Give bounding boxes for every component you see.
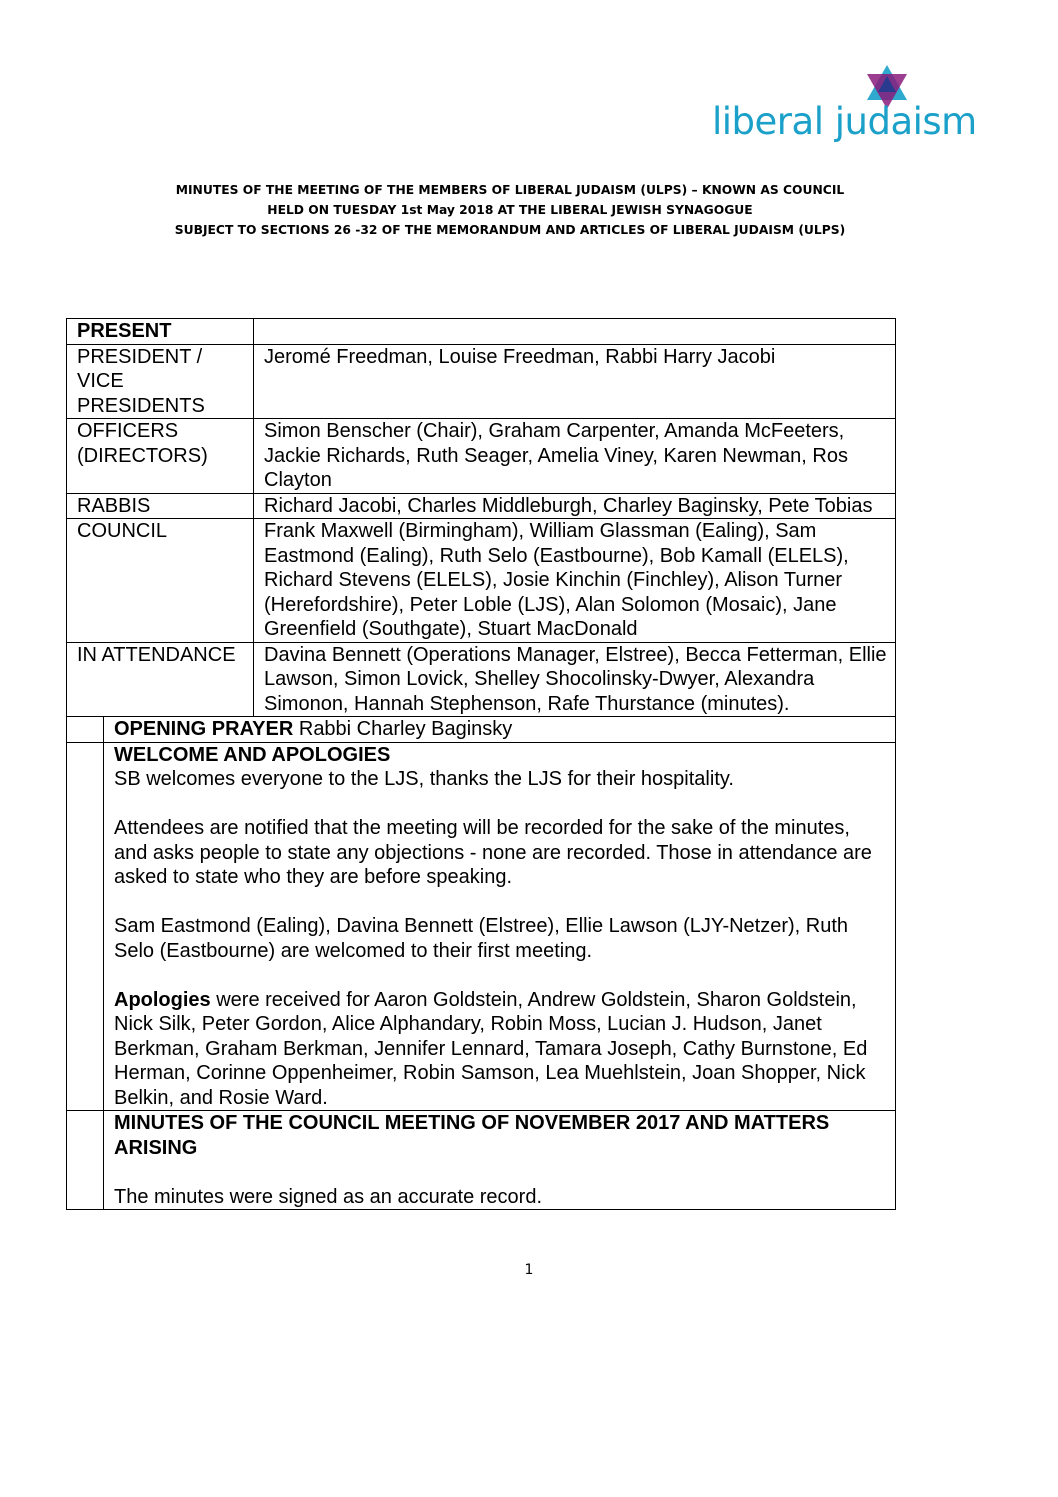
document-header	[60, 180, 960, 240]
opening-prayer-text: Rabbi Charley Baginsky	[293, 718, 513, 740]
table-row	[67, 344, 896, 419]
header-line-1: MINUTES OF THE MEETING OF THE MEMBERS OF LIBERAL JUDAISM (ULPS) – KNOWN AS COUNCIL	[175, 183, 845, 197]
row-label: RABBIS	[67, 493, 254, 519]
opening-prayer-heading: OPENING PRAYER	[114, 718, 294, 740]
header-line-2: HELD ON TUESDAY 1st May 2018 AT THE LIBERAL JEWISH SYNAGOGUE	[267, 203, 753, 217]
table-row	[67, 419, 896, 494]
apologies-paragraph	[114, 988, 887, 1111]
welcome-paragraph: SB welcomes everyone to the LJS, thanks the LJS for their hospitality.	[114, 768, 734, 790]
row-value: Simon Benscher (Chair), Graham Carpenter, Amanda McFeeters, Jackie Richards, Ruth Seager, Amelia Viney, Karen Newman, Ros Clayton	[254, 419, 896, 494]
minutes-text: The minutes were signed as an accurate record.	[114, 1185, 542, 1208]
row-label: OFFICERS (DIRECTORS)	[67, 419, 254, 494]
minutes-heading: MINUTES OF THE COUNCIL MEETING OF NOVEMBER 2017 AND MATTERS ARISING	[114, 1112, 830, 1159]
logo-text: liberal judaism	[712, 100, 977, 143]
row-label: IN ATTENDANCE	[67, 642, 254, 717]
section-opening-prayer	[67, 717, 896, 743]
liberal-judaism-logo	[712, 62, 977, 152]
table-row	[67, 319, 896, 345]
section-minutes	[67, 1111, 896, 1210]
row-label: PRESIDENT / VICE PRESIDENTS	[67, 344, 254, 419]
apologies-label: Apologies	[114, 988, 211, 1011]
apologies-text: were received for Aaron Goldstein, Andrew Goldstein, Sharon Goldstein, Nick Silk, Peter Gordon, Alice Alphandary, Robin Moss, Lucian J. Hudson, Janet Berkman, Graham Berkman, Jennifer Lennard, Tamara Joseph, Cathy Burnstone, Ed Herman, Corinne Oppenheimer, Robin Samson, Lea Muehlstein, Joan Shopper, Nick Belkin, and Rosie Ward.	[114, 988, 868, 1109]
minutes-table	[66, 318, 896, 1210]
welcome-paragraph: Sam Eastmond (Ealing), Davina Bennett (Elstree), Ellie Lawson (LJY-Netzer), Ruth Selo (Eastbourne) are welcomed to their first meeting.	[114, 915, 849, 962]
row-value: Davina Bennett (Operations Manager, Elstree), Becca Fetterman, Ellie Lawson, Simon Lovick, Shelley Shocolinsky-Dwyer, Alexandra Simonon, Hannah Stephenson, Rafe Thurstance (minutes).	[254, 642, 896, 717]
table-row	[67, 519, 896, 643]
welcome-heading: WELCOME AND APOLOGIES	[114, 743, 391, 766]
table-row	[67, 642, 896, 717]
welcome-paragraph: Attendees are notified that the meeting will be recorded for the sake of the minutes, and asks people to state any objections - none are recorded. Those in attendance are asked to state who they are before speaking.	[114, 817, 872, 888]
row-value: Jeromé Freedman, Louise Freedman, Rabbi Harry Jacobi	[254, 344, 896, 419]
present-label: PRESENT	[67, 319, 254, 345]
table-row	[67, 493, 896, 519]
section-welcome	[67, 742, 896, 1111]
row-value: Frank Maxwell (Birmingham), William Glassman (Ealing), Sam Eastmond (Ealing), Ruth Selo (Eastbourne), Bob Kamall (ELELS), Richard Stevens (ELELS), Josie Kinchin (Finchley), Alison Turner (Herefordshire), Peter Loble (LJS), Alan Solomon (Mosaic), Jane Greenfield (Southgate), Stuart MacDonald	[254, 519, 896, 643]
row-value: Richard Jacobi, Charles Middleburgh, Charley Baginsky, Pete Tobias	[254, 493, 896, 519]
page-number: 1	[524, 1262, 534, 1278]
header-line-3: SUBJECT TO SECTIONS 26 -32 OF THE MEMORANDUM AND ARTICLES OF LIBERAL JUDAISM (ULPS)	[174, 223, 846, 237]
row-label: COUNCIL	[67, 519, 254, 643]
